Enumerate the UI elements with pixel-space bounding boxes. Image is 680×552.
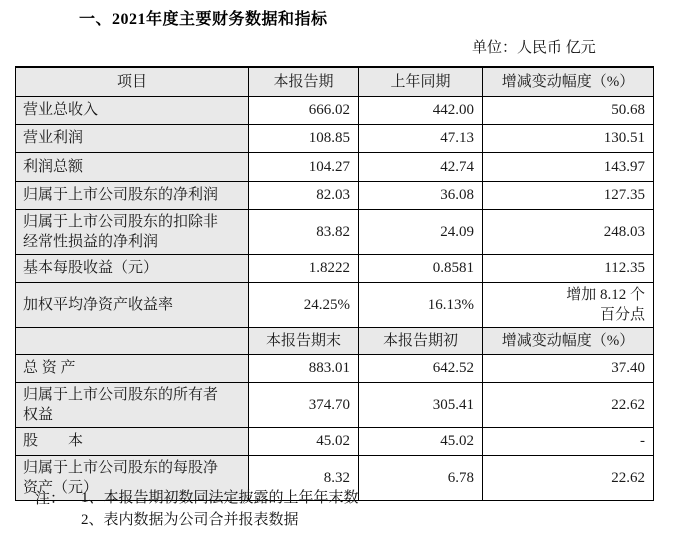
value-cell: 666.02	[249, 96, 359, 124]
footnote-item: 1、本报告期初数同法定披露的上年年末数	[81, 490, 359, 506]
value-cell: 0.8581	[359, 254, 483, 282]
financial-data-table	[15, 66, 654, 501]
value-cell: 143.97	[483, 152, 654, 181]
change-line-2: 百分点	[599, 306, 645, 323]
value-cell: 50.68	[483, 96, 654, 124]
value-cell: 374.70	[249, 382, 359, 427]
table-row	[16, 124, 654, 152]
column-header-period-begin: 本报告期初	[359, 327, 483, 354]
value-cell: 82.03	[249, 181, 359, 209]
table-row	[16, 181, 654, 209]
item-cell: 归属于上市公司股东的净利润	[16, 181, 249, 209]
table-row	[16, 427, 654, 455]
column-header-blank	[16, 327, 249, 354]
table-header-row-period	[16, 67, 654, 96]
value-cell: 248.03	[483, 209, 654, 254]
value-cell: 642.52	[359, 354, 483, 382]
item-cell: 总 资 产	[16, 354, 249, 382]
table-row	[16, 96, 654, 124]
value-cell: 127.35	[483, 181, 654, 209]
value-cell: 37.40	[483, 354, 654, 382]
item-cell: 利润总额	[16, 152, 249, 181]
value-cell: -	[483, 427, 654, 455]
item-cell: 归属于上市公司股东的所有者权益	[16, 382, 249, 427]
item-cell: 加权平均净资产收益率	[16, 282, 249, 327]
column-header-item: 项目	[16, 67, 249, 96]
change-line-1: 增加 8.12 个	[566, 286, 645, 303]
value-cell: 108.85	[249, 124, 359, 152]
column-header-change: 增减变动幅度（%）	[483, 327, 654, 354]
value-cell: 22.62	[483, 382, 654, 427]
value-cell: 45.02	[359, 427, 483, 455]
value-cell: 24.25%	[249, 282, 359, 327]
page-title: 一、2021年度主要财务数据和指标	[79, 11, 328, 28]
table-header-row-balance	[16, 327, 654, 354]
table-row	[16, 382, 654, 427]
footnote-label: 注：	[35, 491, 66, 507]
value-cell: 45.02	[249, 427, 359, 455]
footnote-item: 2、表内数据为公司合并报表数据	[81, 512, 299, 528]
item-cell: 归属于上市公司股东的扣除非经常性损益的净利润	[16, 209, 249, 254]
table-row	[16, 152, 654, 181]
column-header-current-period: 本报告期	[249, 67, 359, 96]
footnote-items	[81, 487, 359, 531]
value-cell: 442.00	[359, 96, 483, 124]
value-cell: 24.09	[359, 209, 483, 254]
item-cell: 股 本	[16, 427, 249, 455]
value-cell: 1.8222	[249, 254, 359, 282]
value-cell: 42.74	[359, 152, 483, 181]
table-row	[16, 354, 654, 382]
item-cell: 归属于上市公司股东的每股净资产（元）	[16, 455, 249, 500]
footnotes	[35, 487, 359, 531]
table-row	[16, 282, 654, 327]
unit-label: 单位：人民币 亿元	[472, 40, 596, 56]
table-row	[16, 209, 654, 254]
item-cell: 营业利润	[16, 124, 249, 152]
value-cell: 305.41	[359, 382, 483, 427]
value-cell: 883.01	[249, 354, 359, 382]
column-header-change: 增减变动幅度（%）	[483, 67, 654, 96]
value-cell: 47.13	[359, 124, 483, 152]
column-header-prior-period: 上年同期	[359, 67, 483, 96]
value-cell: 16.13%	[359, 282, 483, 327]
item-cell: 营业总收入	[16, 96, 249, 124]
value-cell: 112.35	[483, 254, 654, 282]
value-cell: 104.27	[249, 152, 359, 181]
value-cell-two-line	[483, 282, 654, 327]
value-cell: 6.78	[359, 455, 483, 500]
item-cell: 基本每股收益（元）	[16, 254, 249, 282]
value-cell: 130.51	[483, 124, 654, 152]
column-header-period-end: 本报告期末	[249, 327, 359, 354]
value-cell: 22.62	[483, 455, 654, 500]
value-cell: 8.32	[249, 455, 359, 500]
value-cell: 83.82	[249, 209, 359, 254]
table-row	[16, 254, 654, 282]
value-cell: 36.08	[359, 181, 483, 209]
